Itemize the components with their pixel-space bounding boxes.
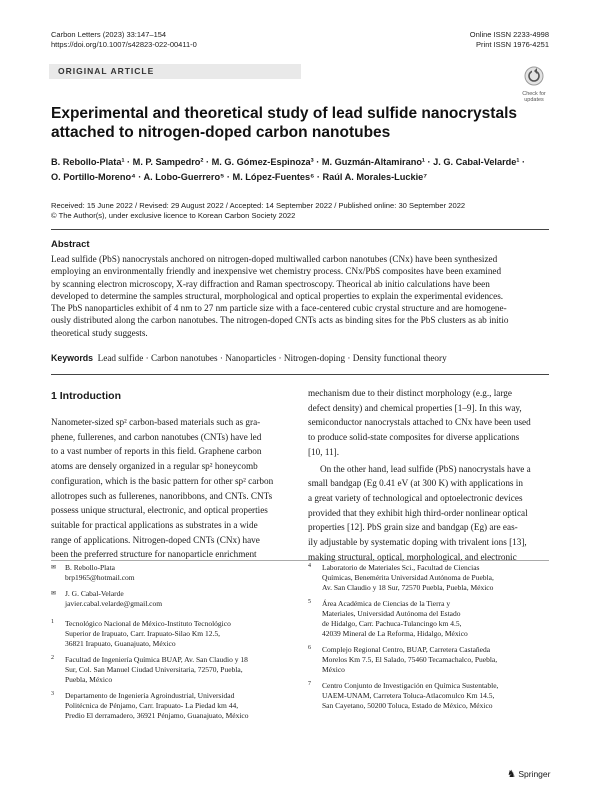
running-header-left [51,30,197,50]
doi-link[interactable]: https://doi.org/10.1007/s42823-022-00411-0 [51,40,197,49]
body-line: ily adjustable by systematic doping with trivalent ions [13], [308,537,527,548]
contact-email[interactable]: javier.cabal.velarde@gmail.com [65,599,163,608]
affiliation-line: Puebla, México [65,675,113,684]
affiliation-line: Morelos Km 7.5, El Salado, 75460 Tecamachalco, Puebla, [322,655,498,664]
affiliation-line: Tecnológico Nacional de México-Instituto Tecnológico [65,619,231,628]
affiliation-line: Sur, Col. San Manuel Ciudad Universitaria, 72570, Puebla, [65,665,243,674]
body-line: [10, 11]. [308,446,340,457]
affiliation-line: Facultad de Ingeniería Química BUAP, Av. San Claudio y 18 [65,655,248,664]
envelope-icon: ✉ [51,591,57,597]
affiliation-line: San Cayetano, 50200 Toluca, Estado de México, México [322,701,493,710]
keywords-label: Keywords [51,353,94,363]
section-divider [51,229,549,230]
title-line: attached to nitrogen-doped carbon nanotubes [51,124,391,141]
affiliation-line: 42039 Mineral de La Reforma, Hidalgo, México [322,629,468,638]
body-line: semiconductor nanocrystals attached to CNx have been used [308,417,531,428]
abstract-line: Lead sulfide (PbS) nanocrystals anchored on nitrogen-doped multiwalled carbon nanotubes (CNx) have been synthesized [51,254,498,264]
footnote-divider [51,560,549,561]
affiliation-number: 3 [51,691,54,697]
article-title [51,104,521,142]
body-line: configuration, which is the basic pattern for other sp² carbon [51,475,274,486]
affiliation [51,655,301,685]
body-line: phene, fullerenes, and carbon nanotubes (CNTs) have led [51,431,262,442]
affiliation-number: 2 [51,655,54,661]
affiliation-line: Materiales, Universidad Autónoma del Estado [322,609,461,618]
section-heading-introduction: 1 Introduction [51,390,121,402]
affiliation [51,691,301,721]
abstract-line: developed to determine the samples structural, morphological and optical properties to explain the experimental evidences. [51,290,504,301]
publisher-logo [507,769,550,780]
footnotes-left [51,563,301,727]
abstract-line: The PbS nanoparticles exhibit of 4 nm to 27 nm particle size with a face-centered cubic crystal structure and are homogene- [51,303,507,314]
article-type-banner [49,64,301,79]
title-line: Experimental and theoretical study of lead sulfide nanocrystals [51,105,517,122]
check-for-updates-badge[interactable] [519,66,549,103]
abstract-heading: Abstract [51,239,90,250]
online-issn: Online ISSN 2233-4998 [469,30,549,39]
affiliation-line: Área Académica de Ciencias de la Tierra y [322,599,451,608]
abstract-line: ously distributed along the carbon nanotubes. The nitrogen-doped CNTs acts as binding sites for the PbS clusters as ab initio [51,315,509,326]
body-line: On the other hand, lead sulfide (PbS) nanocrystals have a [320,463,531,474]
print-issn: Print ISSN 1976-4251 [476,40,549,49]
abstract-body [51,253,549,339]
footnotes-right [308,563,549,717]
affiliation-line: México [322,665,345,674]
affiliation-line: Centro Conjunto de Investigación en Química Sustentable, [322,681,499,690]
body-line: a great variety of technological and optoelectronic devices [308,492,523,503]
body-line: possess unique structural, electronic, and optical properties [51,505,268,516]
body-line: atoms are densely organized in a regular sp² honeycomb [51,461,258,472]
affiliation-line: Laboratorio de Materiales Sci., Facultad de Ciencias [322,563,480,572]
affiliation-line: Politécnica de Pénjamo, Carr. Irapuato- La Piedad km 44, [65,701,239,710]
corresponding-author [51,589,301,609]
affiliation [308,563,549,593]
abstract-line: theoretical study suggests. [51,327,148,338]
author-line: B. Rebollo-Plata¹ · M. P. Sampedro² · M. G. Gómez-Espinoza³ · M. Guzmán-Altamirano¹ · J. G. Cabal-Velarde¹ · [51,157,526,167]
article-type-label: ORIGINAL ARTICLE [58,66,155,76]
affiliation [51,619,301,649]
affiliation-number: 4 [308,563,311,569]
running-header-right [470,30,549,50]
affiliation-line: Superior de Irapuato, Carr. Irapuato-Silao Km 12.5, [65,629,220,638]
affiliation-line: 36821 Irapuato, Guanajuato, México [65,639,176,648]
affiliation [308,681,549,711]
body-line: suitable for practical applications as substrates in a wide [51,519,258,530]
abstract-line: by scanning electron microscopy, X-ray diffraction and Raman spectroscopy. Theorical ab initio calculations have been [51,278,490,289]
keywords [51,352,549,364]
springer-horse-icon: ♞ [507,769,516,780]
check-updates-line1: Check for [522,91,546,97]
affiliation-line: Químicas, Benemérita Universidad Autónoma de Puebla, [322,573,494,582]
paragraph [308,462,549,565]
body-line: mechanism due to their distinct morphology (e.g., large [308,388,512,398]
body-line: defect density) and chemical properties [1–9]. In this way, [308,402,522,413]
envelope-icon: ✉ [51,565,57,571]
section-divider [51,374,549,375]
paragraph [308,386,549,460]
affiliation-line: de Hidalgo, Carr. Pachuca-Tulancingo km 4.5, [322,619,462,628]
body-line: to a vast number of reports in this field. Graphene carbon [51,446,262,457]
body-line: been the preferred structure for nanoparticle enrichment [51,549,257,560]
contact-name: B. Rebollo-Plata [65,563,115,572]
keywords-text: Lead sulfide · Carbon nanotubes · Nanoparticles · Nitrogen-doping · Density functional theory [97,353,447,363]
copyright-line: © The Author(s), under exclusive licence to Korean Carbon Society 2022 [51,211,296,220]
body-line: making structural, optical, morphological, and electronic [308,551,517,562]
body-line: allotropes such as fullerenes, nanoribbons, and CNTs. CNTs [51,490,273,501]
affiliation-line: Av. San Claudio y 18 Sur, 72570 Puebla, Puebla, México [322,583,494,592]
intro-right-column [308,386,549,564]
body-line: to produce solid-state composites for diverse applications [308,432,520,443]
body-line: small bandgap (Eg 0.41 eV (at 300 K) with applications in [308,478,523,489]
affiliation [308,599,549,639]
affiliation-line: Departamento de Ingeniería Agroindustrial, Universidad [65,691,235,700]
affiliation-line: Complejo Regional Centro, BUAP, Carretera Castañeda [322,645,491,654]
affiliation-line: Predio El derramadero, 36921 Pénjamo, Guanajuato, México [65,711,249,720]
contact-name: J. G. Cabal-Velarde [65,589,124,598]
affiliation-number: 5 [308,599,311,605]
affiliation-number: 1 [51,619,54,625]
publisher-name: Springer [518,769,551,779]
affiliation-line: UAEM-UNAM, Carretera Toluca-Atlacomulco Km 14.5, [322,691,495,700]
publication-dates [51,201,551,221]
check-updates-icon [519,66,549,86]
contact-email[interactable]: brp1965@hotmail.com [65,573,135,582]
affiliation-number: 7 [308,681,311,687]
corresponding-author [51,563,301,583]
body-line: provided that they exhibit high third-order nonlinear optical [308,507,528,518]
journal-reference: Carbon Letters (2023) 33:147–154 [51,30,167,39]
body-line: properties [12]. PbS grain size and bandgap (Eg) are eas- [308,522,518,533]
affiliation-number: 6 [308,645,311,651]
author-list [51,155,551,185]
check-updates-line2: updates [524,97,544,103]
intro-left-column [51,415,294,562]
history-dates: Received: 15 June 2022 / Revised: 29 August 2022 / Accepted: 14 September 2022 / Published online: 30 September 2022 [51,201,466,210]
body-line: Nanometer-sized sp² carbon-based materials such as gra- [51,417,261,427]
author-line: O. Portillo-Moreno⁴ · A. Lobo-Guerrero⁵ · M. López-Fuentes⁶ · Raúl A. Morales-Luckie⁷ [51,172,428,182]
body-line: range of applications. Nitrogen-doped CNTs (CNx) have [51,534,260,545]
abstract-line: employing an environmentally friendly and inexpensive wet chemistry process. CNx/PbS composites have been examined [51,266,502,277]
affiliation [308,645,549,675]
